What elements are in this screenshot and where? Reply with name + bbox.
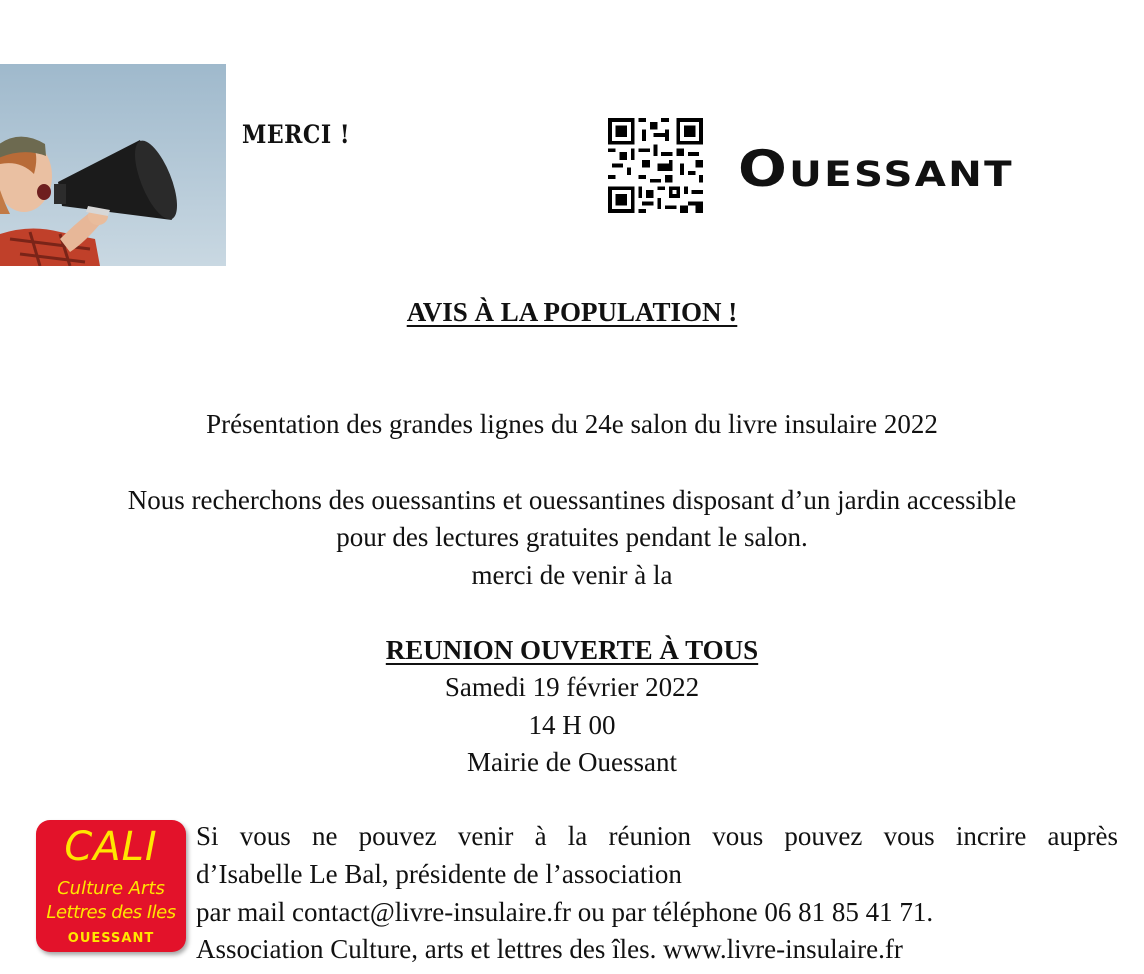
qr-code (608, 118, 703, 213)
footer-line-1: Si vous ne pouvez venir à la réunion vous pouvez vous incrire auprès (196, 821, 1118, 851)
footer-line-2: d’Isabelle Le Bal, présidente de l’association (196, 859, 682, 889)
cali-logo-title: CALI (64, 824, 158, 870)
search-line-3: merci de venir à la (471, 560, 673, 590)
meeting-date: Samedi 19 février 2022 (444, 672, 700, 702)
notice-title: AVIS À LA POPULATION ! (406, 297, 738, 327)
cali-logo (36, 820, 186, 952)
cali-logo-place: OUESSANT (67, 931, 155, 946)
meeting-title: REUNION OUVERTE À TOUS (385, 635, 759, 665)
search-line-2: pour des lectures gratuites pendant le salon. (336, 522, 808, 552)
search-line-1: Nous recherchons des ouessantins et ouessantines disposant d’un jardin accessible (127, 485, 1017, 515)
megaphone-child-photo (0, 64, 226, 266)
meeting-place: Mairie de Ouessant (467, 747, 677, 777)
cali-logo-line-1: Culture Arts (57, 878, 165, 899)
footer-contact: par mail contact@livre-insulaire.fr ou par téléphone 06 81 85 41 71. (196, 897, 934, 927)
presentation-text: Présentation des grandes lignes du 24e salon du livre insulaire 2022 (206, 409, 938, 439)
meeting-time: 14 H 00 (528, 710, 616, 740)
town-name: Ouessant (738, 140, 1014, 198)
footer-association: Association Culture, arts et lettres des îles. www.livre-insulaire.fr (196, 934, 903, 964)
merci-text: MERCI ! (242, 120, 351, 150)
cali-logo-line-2: Lettres des Iles (46, 902, 176, 923)
